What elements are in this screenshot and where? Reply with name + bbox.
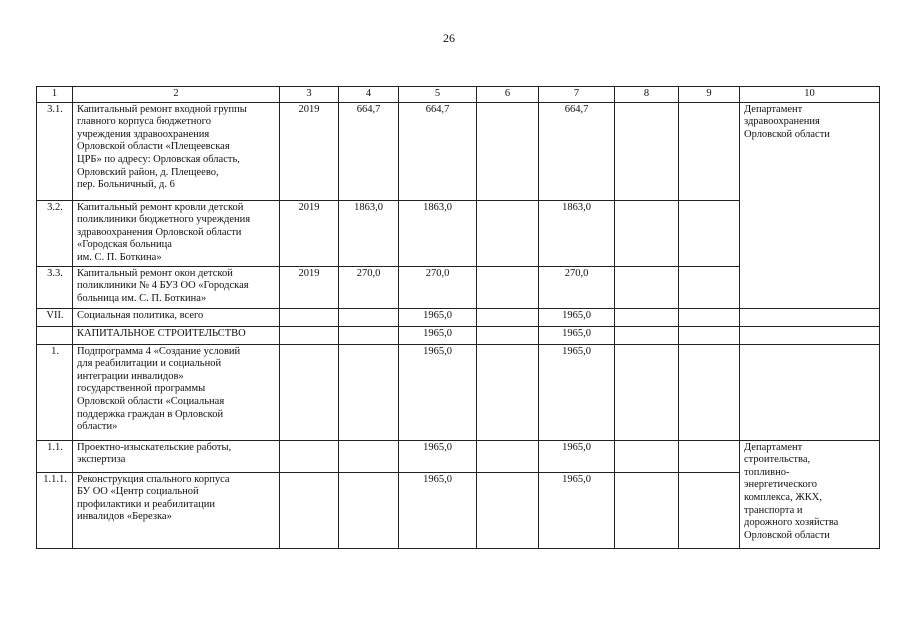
cell-year <box>280 472 339 548</box>
cell-value <box>615 102 679 200</box>
cell-value: 664,7 <box>399 102 477 200</box>
row-number: 1. <box>37 344 73 440</box>
column-header: 4 <box>339 87 399 103</box>
cell-value: 1863,0 <box>339 200 399 266</box>
cell-value: 1965,0 <box>399 326 477 344</box>
cell-value <box>615 266 679 308</box>
cell-value <box>679 308 740 326</box>
table-row <box>37 102 880 200</box>
column-header: 2 <box>73 87 280 103</box>
row-name: Социальная политика, всего <box>73 308 280 326</box>
cell-value: 1965,0 <box>399 440 477 472</box>
column-header: 6 <box>477 87 539 103</box>
cell-value <box>615 308 679 326</box>
page-number: 26 <box>443 31 455 45</box>
column-header: 7 <box>539 87 615 103</box>
cell-year <box>280 440 339 472</box>
cell-value <box>679 266 740 308</box>
cell-value: 1965,0 <box>399 472 477 548</box>
cell-value <box>679 326 740 344</box>
cell-value <box>679 200 740 266</box>
row-number: 3.1. <box>37 102 73 200</box>
row-name: Реконструкция спального корпуса БУ ОО «Центр социальной профилактики и реабилитации инвалидов «Березка» <box>73 472 280 548</box>
row-name: КАПИТАЛЬНОЕ СТРОИТЕЛЬСТВО <box>73 326 280 344</box>
cell-value <box>615 472 679 548</box>
cell-value <box>679 472 740 548</box>
table-row <box>37 326 880 344</box>
cell-value: 1965,0 <box>399 308 477 326</box>
column-header: 9 <box>679 87 740 103</box>
cell-year: 2019 <box>280 102 339 200</box>
cell-value <box>339 344 399 440</box>
column-header: 10 <box>740 87 880 103</box>
row-name: Капитальный ремонт окон детской поликлиники № 4 БУЗ ОО «Городская больница им. С. П. Боткина» <box>73 266 280 308</box>
cell-value: 1965,0 <box>539 308 615 326</box>
cell-value <box>339 472 399 548</box>
cell-value <box>615 200 679 266</box>
row-number <box>37 326 73 344</box>
cell-value <box>477 266 539 308</box>
cell-value: 270,0 <box>539 266 615 308</box>
cell-value <box>477 326 539 344</box>
column-header: 3 <box>280 87 339 103</box>
table-header-row <box>37 87 880 103</box>
cell-year <box>280 308 339 326</box>
cell-value: 1965,0 <box>539 326 615 344</box>
cell-value: 1965,0 <box>399 344 477 440</box>
cell-value: 270,0 <box>399 266 477 308</box>
cell-value: 1863,0 <box>539 200 615 266</box>
budget-table <box>36 86 880 549</box>
responsible-department <box>740 326 880 344</box>
cell-year: 2019 <box>280 266 339 308</box>
cell-value <box>339 440 399 472</box>
table-row <box>37 308 880 326</box>
responsible-department <box>740 344 880 440</box>
cell-value <box>477 308 539 326</box>
row-number: 3.2. <box>37 200 73 266</box>
row-name: Капитальный ремонт кровли детской поликлиники бюджетного учреждения здравоохранения Орловской области «Городская больница им. С. П. Боткина» <box>73 200 280 266</box>
row-number: VII. <box>37 308 73 326</box>
column-header: 8 <box>615 87 679 103</box>
cell-value <box>615 344 679 440</box>
cell-value <box>477 344 539 440</box>
row-name: Капитальный ремонт входной группы главного корпуса бюджетного учреждения здравоохранения Орловской области «Плещеевская ЦРБ» по адресу: Орловская область, Орловский район, д. Плещеево, пер. Больничный, д. 6 <box>73 102 280 200</box>
cell-year <box>280 344 339 440</box>
row-name: Подпрограмма 4 «Создание условий для реабилитации и социальной интеграции инвалидов» государственной программы Орловской области «Социальная поддержка граждан в Орловской области» <box>73 344 280 440</box>
responsible-department <box>740 308 880 326</box>
row-number: 1.1. <box>37 440 73 472</box>
cell-value: 664,7 <box>539 102 615 200</box>
column-header: 5 <box>399 87 477 103</box>
cell-value <box>679 344 740 440</box>
cell-value <box>477 200 539 266</box>
responsible-department: Департамент здравоохранения Орловской области <box>740 102 880 308</box>
cell-value: 1965,0 <box>539 440 615 472</box>
cell-value <box>339 326 399 344</box>
cell-value: 1965,0 <box>539 472 615 548</box>
row-number: 1.1.1. <box>37 472 73 548</box>
column-header: 1 <box>37 87 73 103</box>
cell-value <box>477 102 539 200</box>
table-row <box>37 440 880 472</box>
cell-value: 664,7 <box>339 102 399 200</box>
cell-value <box>477 472 539 548</box>
cell-value <box>615 440 679 472</box>
cell-value <box>339 308 399 326</box>
responsible-department: Департамент строительства, топливно- энергетического комплекса, ЖКХ, транспорта и дорожного хозяйства Орловской области <box>740 440 880 548</box>
cell-value <box>679 440 740 472</box>
row-number: 3.3. <box>37 266 73 308</box>
cell-value <box>477 440 539 472</box>
cell-value: 1965,0 <box>539 344 615 440</box>
cell-year <box>280 326 339 344</box>
table-row <box>37 344 880 440</box>
cell-value <box>679 102 740 200</box>
cell-value: 1863,0 <box>399 200 477 266</box>
cell-value <box>615 326 679 344</box>
row-name: Проектно-изыскательские работы, экспертиза <box>73 440 280 472</box>
cell-value: 270,0 <box>339 266 399 308</box>
cell-year: 2019 <box>280 200 339 266</box>
